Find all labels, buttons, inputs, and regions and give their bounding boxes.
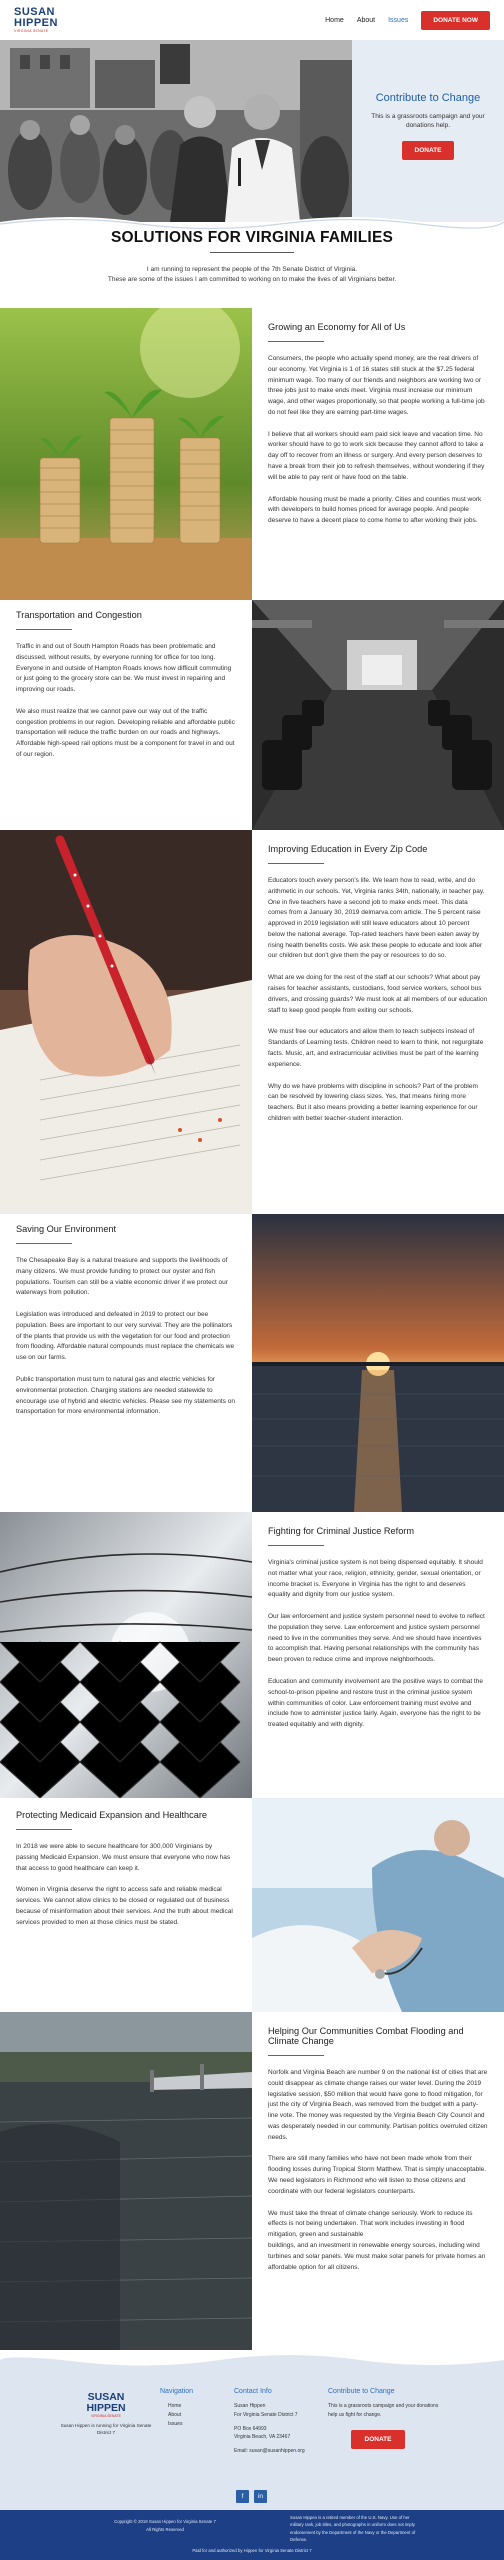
contact-line: For Virginia Senate District 7 — [234, 2411, 298, 2418]
footer-contribute — [328, 2388, 448, 2449]
issue-paragraph: There are still many families who have not been made whole from their flooding losses during Tropical Storm Matthew. That is simply unacceptable. We need legislators in Richmond who will listen to those citizens and coordinate with our federal legislators counterparts. — [268, 2155, 487, 2195]
coins-plant-image — [0, 308, 252, 600]
intro-section — [0, 222, 504, 308]
footer-nav-issues[interactable]: Issues — [168, 2420, 183, 2427]
page-title: SOLUTIONS FOR VIRGINIA FAMILIES — [110, 229, 394, 246]
facebook-icon[interactable]: f — [236, 2490, 249, 2503]
main-nav — [325, 11, 490, 30]
issue-paragraph: The Chesapeake Bay is a natural treasure and supports the livelihoods of many citizens. We must provide funding to protect our oyster and fish populations. Tourism can still be a viable economic driver if we protect our waterways from pollution. — [16, 1257, 228, 1297]
issue-economy-text — [252, 322, 504, 538]
medical-exam-image — [252, 1798, 504, 2012]
footer-navigation — [160, 2388, 193, 2428]
issue-paragraph: In 2018 we were able to secure healthcare for 300,000 Virginians by passing Medicaid Expansion. We must ensure that everyone who now has that access to good healthcare can keep it. — [16, 1843, 231, 1872]
issue-paragraph: Women in Virginia deserve the right to access safe and reliable medical services. We cannot allow clinics to be closed or regulated out of business because of misinformation about their services. And the truth about medical services provided to men at those clinics must be stated. — [16, 1886, 233, 1926]
child-writing-image — [0, 830, 252, 1214]
issue-paragraph: We must take the threat of climate change seriously. Work to reduce its effects is not being undertaken. That work includes investing in flood mitigation, green and sustainable — [268, 2209, 473, 2239]
issue-title: Transportation and Congestion — [16, 610, 142, 620]
issue-paragraph: Educators touch every person's life. We learn how to read, write, and do arithmetic in our schools. Yet, Virginia ranks 34th, nationally, in teacher pay. One in five teachers have a second job to make ends meet. This data comes from a January 30, 2019 delmarva.com article. The 5 percent raise approved in 2019 legislation will still leave educators about 10 percent below the national average. Top-rated teachers have been eaten away by rising health benefits costs. We ask these people to educate and look after our children but don't give them the pay or resources to do so. — [268, 877, 485, 960]
footer-logo-tagline: VIRGINIA SENATE — [91, 2414, 121, 2418]
footer-contribute-text: This is a grassroots campaign and your donations help us fight for change. — [328, 2403, 439, 2418]
footer-contribute-title: Contribute to Change — [328, 2388, 395, 2395]
issue-criminal-justice — [0, 1512, 504, 1798]
footer-logo-line-2: HIPPEN — [86, 2401, 126, 2414]
bay-sunset-image — [252, 1214, 504, 1512]
title-rule — [268, 341, 324, 342]
paid-for-text: Paid for and authorized by Hippen for Virginia Senate District 7 — [192, 2548, 312, 2553]
copyright-text: Copyright © 2019 Susan Hippen for Virginia Senate 7 — [114, 2519, 216, 2524]
issue-healthcare-text — [0, 1810, 252, 1939]
hero-contribute-title: Contribute to Change — [375, 92, 481, 104]
intro-line-1: I am running to represent the people of the 7th Senate District of Virginia. — [146, 266, 358, 273]
wave-divider — [0, 2350, 504, 2372]
issue-title: Improving Education in Every Zip Code — [268, 844, 428, 854]
contact-line: Susan Hippen — [234, 2403, 266, 2409]
issue-paragraph: Affordable housing must be made a priority. Cities and counties must work with developers to build homes priced for average people. And people deserve to have a decent place to come home to after working their jobs. — [268, 495, 482, 525]
footer-donate-button[interactable]: DONATE — [351, 2430, 406, 2449]
title-rule — [16, 629, 72, 630]
military-disclaimer: Susan Hippen is a retired member of the U.S. Navy. Use of her military rank, job titles, and photographs in uniform does not imply endorsement by the Department of the Navy or the Department of Defense. — [290, 2515, 416, 2542]
footer-nav-about[interactable]: About — [168, 2411, 182, 2418]
hero-contribute-text: This is a grassroots campaign and your donations help. — [371, 113, 485, 130]
issue-title: Growing an Economy for All of Us — [268, 322, 406, 332]
title-rule — [268, 863, 324, 864]
issue-title: Saving Our Environment — [16, 1224, 117, 1234]
rights-text: All Rights Reserved — [146, 2526, 184, 2532]
contact-line: PO Box 64993 — [234, 2425, 267, 2432]
issue-transportation-text — [0, 610, 252, 772]
site-logo[interactable] — [14, 7, 58, 34]
footer-contact-title: Contact Info — [234, 2388, 272, 2395]
hero-contribute-panel — [352, 40, 504, 222]
title-rule — [268, 1545, 324, 1546]
issue-paragraph: Legislation was introduced and defeated in 2019 to protect our bee population. Bees are important to our very survival. They are the pollinators of the plants that provide us with the vegetation for our food and protection from flooding. Affordable natural compounds must replace the chemicals we use on our farms. — [16, 1311, 235, 1362]
footer-logo[interactable] — [58, 2392, 154, 2436]
issue-paragraph: Traffic in and out of South Hampton Roads has been problematic and discussed, without results, by everyone running for office for too long. Everyone in and outside of Hampton Roads knows how difficult commuting or just going to the grocery store can be. We must invest in repairing and improving our roads. — [16, 643, 232, 694]
issue-title: Protecting Medicaid Expansion and Healthcare — [16, 1810, 208, 1820]
copyright-bar — [0, 2510, 504, 2560]
title-rule — [16, 1829, 72, 1830]
hero-banner — [0, 40, 504, 222]
footer-logo-line-1: SUSAN — [87, 2391, 125, 2403]
hero-donate-button[interactable]: DONATE — [402, 141, 455, 160]
logo-tagline: VIRGINIA SENATE — [14, 28, 49, 33]
issue-paragraph: Education and community involvement are the positive ways to combat the school-to-prison pipeline and restore trust in the criminal justice system within communities of color. Law enforcement training must evolve and include how to administer justice fairly. Again, everyone has the right to be treated equitably and with dignity. — [268, 1678, 483, 1729]
copyright-block — [110, 2518, 220, 2533]
issue-flooding — [0, 2012, 504, 2350]
issue-title: Helping Our Communities Combat Flooding and Climate Change — [268, 2026, 464, 2046]
issue-economy — [0, 308, 504, 600]
issue-education-text — [252, 844, 504, 1136]
issue-paragraph: We also must realize that we cannot pave our way out of the traffic congestion problems in our region. Developing reliable and affordable public transportation will reduce the traffic burden on our roads and highways. Affordable high-speed rail options must be a component for travel in and out of our region. — [16, 707, 235, 759]
logo-line-2: HIPPEN — [14, 16, 58, 29]
donate-now-button[interactable]: DONATE NOW — [421, 11, 490, 30]
site-footer — [0, 2350, 504, 2510]
footer-contact — [234, 2388, 305, 2456]
issue-paragraph: Why do we have problems with discipline in schools? Part of the problem can be resolved by lowering class sizes. Yes, that means hiring more teachers. But it also means providing a better learning experience for our children with better teacher-student interaction. — [268, 1082, 478, 1122]
flooded-street-image — [0, 2012, 252, 2350]
issue-environment-text — [0, 1224, 252, 1429]
title-rule — [16, 1243, 72, 1244]
logo-line-1: SUSAN — [14, 5, 56, 18]
hero-photo — [0, 40, 352, 222]
issue-paragraph: Consumers, the people who actually spend money, are the real drivers of our economy. Yet Virginia is 1 of 16 states still stuck at the $7.25 federal minimum wage. Too many of our friends and neighbors are working two or three jobs just to make ends meet. Virginia must increase our minimum wage, and other wages proportionally, so that people working a full-time job do not feel like they are earning part-time wages. — [268, 355, 485, 416]
barbed-wire-fence-image — [0, 1512, 252, 1798]
issue-paragraph: I believe that all workers should earn paid sick leave and vacation time. No worker should have to go to work sick because they cannot afford to take a day off to recover from an illness or surgery. And every person deserves to have a break from their job to refresh themselves, without wondering if they will be able to pay rent or have food on the table. — [268, 430, 485, 481]
issue-paragraph: What are we doing for the rest of the staff at our schools? What about pay raises for teacher assistants, custodians, food service workers, school bus drivers, and crossing guards? We must look at all members of our education staff to keep good people from exiting our schools. — [268, 974, 488, 1014]
issue-paragraph: Public transportation must turn to natural gas and electric vehicles for environmental protection. Charging stations are needed statewide to encourage use of hybrid and electric vehicles. Please see my statements on transportation for more environmental information. — [16, 1376, 235, 1416]
issue-paragraph: Virginia's criminal justice system is not being dispensed equitably. It should not matter what your race, religion, ethnicity, gender, sexual orientation, or income bracket is. Everyone in Virginia has the right to and deserves equality and dignity from our justice system. — [268, 1559, 483, 1599]
linkedin-icon[interactable]: in — [254, 2490, 267, 2503]
nav-about[interactable]: About — [356, 16, 376, 24]
issue-healthcare — [0, 1798, 504, 2012]
issue-criminal-justice-text — [252, 1526, 504, 1742]
issue-paragraph: Norfolk and Virginia Beach are number 9 on the national list of cities that are could disappear as climate change raises our water level. During the 2019 legislative session, $50 million that would have gone to flood mitigation, for just the city of Virginia Beach, was removed from the budget with a party-line vote. The money was requested by the Virginia Beach City Council and was desperately needed in our community. Partisan politics overruled citizen needs. — [268, 2069, 488, 2141]
title-rule — [268, 2055, 324, 2056]
issue-transportation — [0, 600, 504, 830]
contact-email[interactable]: Email: susan@susanhippen.org — [234, 2448, 305, 2454]
intro-line-2: These are some of the issues I am committed to working on to make the lives of all Virginians better. — [107, 275, 397, 283]
nav-issues[interactable]: Issues — [388, 16, 409, 24]
title-rule — [210, 252, 294, 253]
issue-title: Fighting for Criminal Justice Reform — [268, 1526, 415, 1536]
footer-nav-title: Navigation — [160, 2388, 194, 2395]
footer-nav-home[interactable]: Home — [168, 2403, 182, 2409]
contact-line: Virginia Beach, VA 23467 — [234, 2434, 291, 2441]
issue-education — [0, 830, 504, 1214]
issue-paragraph: We must free our educators and allow them to teach subjects instead of Standards of Learning tests. Children need to learn to think, not regurgitate facts. Music, art, and extracurricular activities must be part of the learning experience. — [268, 1028, 484, 1068]
social-links — [236, 2490, 267, 2503]
site-header — [0, 0, 504, 40]
nav-home[interactable]: Home — [325, 16, 344, 24]
issue-paragraph: Our law enforcement and justice system personnel need to evolve to reflect the population they serve. Law enforcement and justice system personnel need to live in the communities they serve. And we should have incentives to accomplish that. Having personal relationships with the community has been proven to reduce crime and improve neighborhoods. — [268, 1613, 485, 1664]
issue-paragraph: buildings, and an investment in renewable energy sources, including wind turbines and solar panels. We must make solar panels for private homes an affordable option for all citizens. — [268, 2241, 486, 2271]
train-interior-image — [252, 600, 504, 830]
issue-flooding-text — [252, 2026, 504, 2284]
footer-logo-caption: Susan Hippen is running for Virginia Senate District 7 — [60, 2423, 152, 2435]
issue-environment — [0, 1214, 504, 1512]
